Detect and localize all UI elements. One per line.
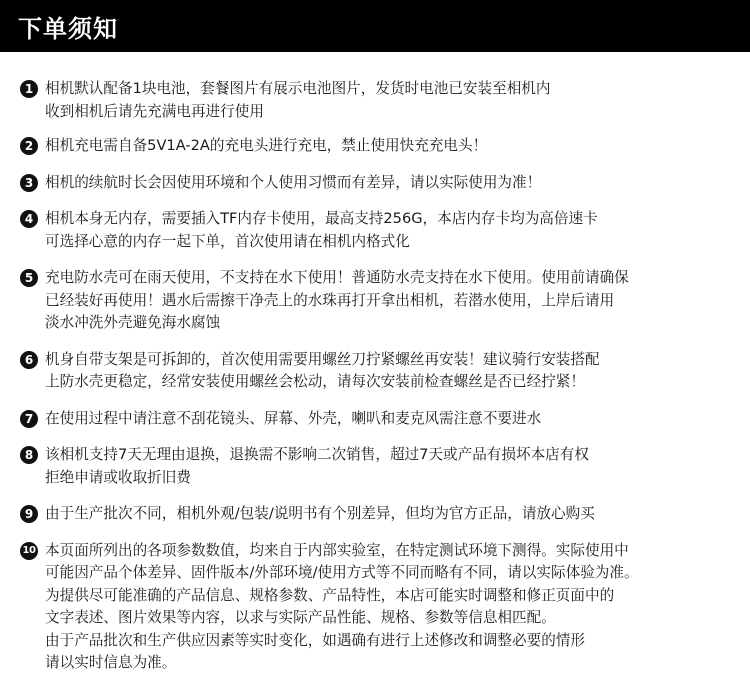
notice-text-line: 由于生产批次不同，相机外观/包装/说明书有个别差异，但均为官方正品，请放心购买 bbox=[45, 505, 595, 522]
notice-text-line: 请以实时信息为准。 bbox=[45, 654, 177, 671]
notice-text-line: 由于产品批次和生产供应因素等实时变化，如遇确有进行上述修改和调整必要的情形 bbox=[45, 631, 585, 649]
number-badge-icon: 10 bbox=[20, 542, 38, 560]
notice-item bbox=[0, 349, 750, 394]
notice-text-line: 已经装好再使用！遇水后需擦干净壳上的水珠再打开拿出相机，若潜水使用，上岸后请用 bbox=[45, 291, 615, 309]
notice-item bbox=[0, 135, 750, 158]
notice-text-line: 相机的续航时长会因使用环境和个人使用习惯而有差异，请以实际使用为准！ bbox=[45, 173, 542, 191]
notice-text-line: 拒绝申请或收取折旧费 bbox=[45, 468, 191, 486]
notice-list bbox=[0, 52, 750, 675]
header-bar bbox=[0, 0, 750, 52]
notice-text-line: 文字表述、图片效果等内容，以求与实际产品性能、规格、参数等信息相匹配。 bbox=[45, 609, 556, 626]
notice-item bbox=[0, 540, 750, 675]
number-badge-icon: 9 bbox=[20, 505, 38, 523]
number-badge-icon: 7 bbox=[20, 410, 38, 428]
notice-text-line: 相机本身无内存，需要插入TF内存卡使用，最高支持256G，本店内存卡均为高倍速卡 bbox=[45, 210, 598, 227]
number-badge-icon: 4 bbox=[20, 210, 38, 228]
notice-text-line: 机身自带支架是可拆卸的，首次使用需要用螺丝刀拧紧螺丝再安装！建议骑行安装搭配 bbox=[45, 350, 600, 368]
notice-item bbox=[0, 78, 750, 123]
number-badge-icon: 8 bbox=[20, 446, 38, 464]
notice-text-line: 可选择心意的内存一起下单，首次使用请在相机内格式化 bbox=[45, 232, 410, 250]
notice-item bbox=[0, 503, 750, 526]
notice-text-line: 淡水冲洗外壳避免海水腐蚀 bbox=[45, 314, 221, 331]
notice-item bbox=[0, 172, 750, 195]
notice-text-line: 相机充电需自备5V1A-2A的充电头进行充电，禁止使用快充充电头！ bbox=[45, 137, 488, 154]
number-badge-icon: 3 bbox=[20, 174, 38, 192]
notice-item bbox=[0, 444, 750, 489]
notice-text-line: 充电防水壳可在雨天使用，不支持在水下使用！普通防水壳支持在水下使用。使用前请确保 bbox=[45, 269, 629, 286]
notice-text-line: 收到相机后请先充满电再进行使用 bbox=[45, 102, 264, 120]
notice-text-line: 上防水壳更稳定，经常安装使用螺丝会松动，请每次安装前检查螺丝是否已经拧紧！ bbox=[45, 373, 585, 390]
notice-text-line: 可能因产品个体差异、固件版本/外部环境/使用方式等不同而略有不同，请以实际体验为准。 bbox=[45, 564, 639, 581]
notice-text-line: 为提供尽可能准确的产品信息、规格参数、产品特性，本店可能实时调整和修正页面中的 bbox=[45, 586, 615, 604]
notice-item bbox=[0, 408, 750, 431]
notice-text-line: 在使用过程中请注意不刮花镜头、屏幕、外壳，喇叭和麦克风需注意不要进水 bbox=[45, 409, 542, 427]
number-badge-icon: 5 bbox=[20, 269, 38, 287]
notice-text-line: 相机默认配备1块电池，套餐图片有展示电池图片，发货时电池已安装至相机内 bbox=[45, 80, 551, 97]
notice-text-line: 该相机支持7天无理由退换，退换需不影响二次销售，超过7天或产品有损坏本店有权 bbox=[45, 446, 589, 463]
notice-text-line: 本页面所列出的各项参数数值，均来自于内部实验室，在特定测试环境下测得。实际使用中 bbox=[45, 541, 629, 559]
notice-item bbox=[0, 208, 750, 253]
number-badge-icon: 6 bbox=[20, 351, 38, 369]
notice-item bbox=[0, 267, 750, 335]
number-badge-icon: 2 bbox=[20, 137, 38, 155]
page-title: 下单须知 bbox=[18, 14, 118, 43]
number-badge-icon: 1 bbox=[20, 80, 38, 98]
